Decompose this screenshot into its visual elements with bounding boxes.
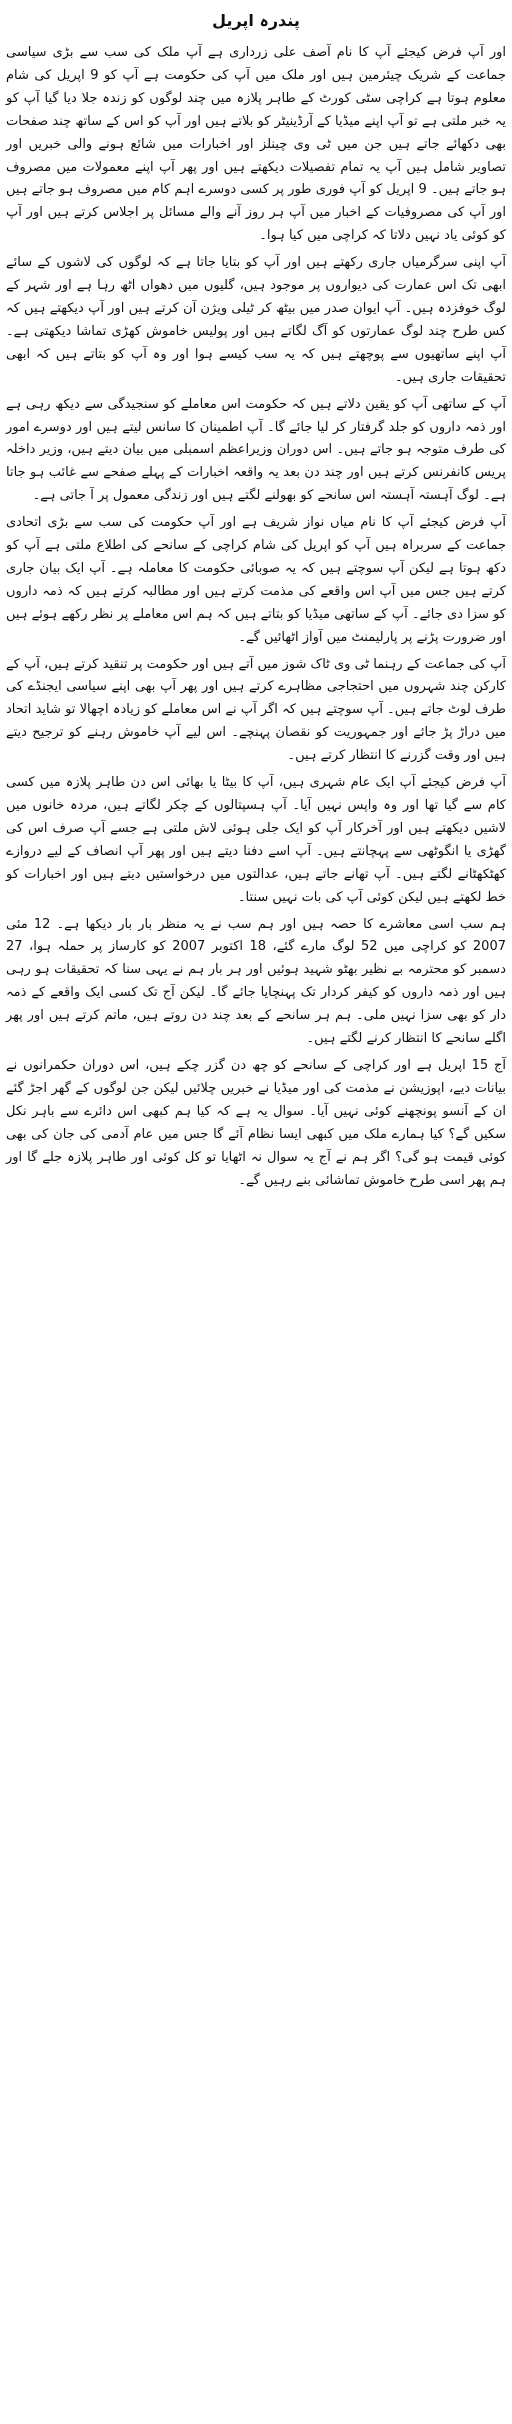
column-paragraph: آپ فرض کیجئے آپ ایک عام شہری ہیں، آپ کا بیٹا یا بھائی اس دن طاہر پلازہ میں کسی کام سے گیا تھا اور وہ واپس نہیں آیا۔ آپ ہسپتالوں کے چکر لگاتے ہیں، مردہ خانوں میں لاشیں دیکھتے ہیں اور آخرکار آپ کو ایک جلی ہوئی لاش ملتی ہے جسے آپ صرف اس کی گھڑی یا انگوٹھی سے پہچانتے ہیں۔ آپ اسے دفنا دیتے ہیں اور پھر آپ انصاف کے لیے دروازے کھٹکھٹانے لگتے ہیں۔ آپ تھانے جاتے ہیں، عدالتوں میں درخواستیں دیتے ہیں اور اخبارات کو خط لکھتے ہیں لیکن کوئی آپ کی بات نہیں سنتا۔ [6, 775, 506, 905]
column-paragraph: ہم سب اسی معاشرے کا حصہ ہیں اور ہم سب نے یہ منظر بار بار دیکھا ہے۔ 12 مئی 2007 کو کراچی میں 52 لوگ مارے گئے، 18 اکتوبر 2007 کو کارساز پر حملہ ہوا، 27 دسمبر کو محترمہ بے نظیر بھٹو شہید ہوئیں اور ہر بار ہم نے یہی سنا کہ تحقیقات ہو رہی ہیں اور ذمہ داروں کو کیفر کردار تک پہنچایا جائے گا۔ لیکن آج تک کسی ایک واقعے کے ذمہ دار کو بھی سزا نہیں ملی۔ ہم ہر سانحے کے بعد چند دن روتے ہیں، ماتم کرتے ہیں اور پھر اگلے سانحے کا انتظار کرنے لگتے ہیں۔ [6, 916, 506, 1047]
column-headline: پندرہ اپریل [212, 11, 300, 30]
column-body [6, 42, 506, 1192]
column-paragraph: آپ کے ساتھی آپ کو یقین دلاتے ہیں کہ حکومت اس معاملے کو سنجیدگی سے دیکھ رہی ہے اور ذمہ داروں کو جلد گرفتار کر لیا جائے گا۔ آپ اطمینان کا سانس لیتے ہیں اور دوسرے امور کی طرف متوجہ ہو جاتے ہیں۔ اس دوران وزیراعظم اسمبلی میں بیان دیتے ہیں، وزیر داخلہ پریس کانفرنس کرتے ہیں اور چند دن بعد یہ واقعہ اخبارات کے پہلے صفحے سے غائب ہو جاتا ہے۔ لوگ آہستہ آہستہ اس سانحے کو بھولنے لگتے ہیں اور زندگی معمول پر آ جاتی ہے۔ [6, 396, 506, 504]
column-paragraph: آج 15 اپریل ہے اور کراچی کے سانحے کو چھ دن گزر چکے ہیں، اس دوران حکمرانوں نے بیانات دیے، اپوزیشن نے مذمت کی اور میڈیا نے خبریں چلائیں لیکن جن لوگوں کے گھر اجڑ گئے ان کے آنسو پونچھنے کوئی نہیں آیا۔ سوال یہ ہے کہ کیا ہم کبھی اس دائرے سے باہر نکل سکیں گے؟ کیا ہمارے ملک میں کبھی ایسا نظام آئے گا جس میں عام آدمی کی جان کی بھی کوئی قیمت ہو گی؟ اگر ہم نے آج یہ سوال نہ اٹھایا تو کل کوئی اور طاہر پلازہ جلے گا اور ہم پھر اسی طرح خاموش تماشائی بنے رہیں گے۔ [6, 1057, 507, 1188]
column-paragraph: آپ کی جماعت کے رہنما ٹی وی ٹاک شوز میں آتے ہیں اور حکومت پر تنقید کرتے ہیں، آپ کے کارکن چند شہروں میں احتجاجی مظاہرے کرتے ہیں اور پھر آپ بھی اپنے سیاسی ایجنڈے کی طرف لوٹ جاتے ہیں۔ آپ سوچتے ہیں کہ اگر آپ نے اس معاملے کو زیادہ اچھالا تو شاید اتحاد میں دراڑ پڑ جائے اور جمہوریت کو نقصان پہنچے۔ اس لیے آپ خاموش رہنے کو ترجیح دیتے ہیں اور وقت گزرنے کا انتظار کرتے ہیں۔ [6, 656, 506, 764]
column-paragraph: آپ اپنی سرگرمیاں جاری رکھتے ہیں اور آپ کو بتایا جاتا ہے کہ لوگوں کی لاشوں کے سائے ابھی تک اس عمارت کی دیواروں پر موجود ہیں، گلیوں میں دھواں اٹھ رہا ہے اور شہر کے لوگ خوفزدہ ہیں۔ آپ ایوان صدر میں بیٹھ کر ٹیلی ویژن آن کرتے ہیں اور آپ دیکھتے ہیں کہ کس طرح چند لوگ عمارتوں کو آگ لگاتے ہیں اور پولیس خاموش کھڑی تماشا دیکھتی ہے۔ آپ اپنے ساتھیوں سے پوچھتے ہیں کہ یہ سب کیسے ہوا اور وہ آپ کو بتاتے ہیں کہ ابھی تحقیقات جاری ہیں۔ [6, 255, 506, 385]
column-paragraph: اور آپ فرض کیجئے آپ کا نام آصف علی زرداری ہے آپ ملک کی سب سے بڑی سیاسی جماعت کے شریک چیئرمین ہیں اور ملک میں آپ کی حکومت ہے آپ کو 9 اپریل کی شام معلوم ہوتا ہے کراچی سٹی کورٹ کے طاہر پلازہ میں چند لوگوں کو زندہ جلا دیا گیا آپ کو یہ خبر ملتی ہے تو آپ اپنے میڈیا کے آرڈینیٹر کو بلاتے ہیں اور آپ کو اس کے ساتھ چند صفحات بھی دکھائے جاتے ہیں جن میں ٹی وی چینلز اور اخبارات میں شائع ہونے والی خبریں اور تصاویر شامل ہیں آپ یہ تمام تفصیلات دیکھتے ہیں اور پھر آپ اپنے معمولات میں مصروف ہو جاتے ہیں۔ 9 اپریل کو آپ فوری طور پر کسی دوسرے اہم کام میں مصروف ہو جاتے ہیں اور آپ کی مصروفیات کے اخبار میں آپ ہر روز آنے والے مسائل پر اجلاس کرتے ہیں اور آپ کو کوئی یاد نہیں دلاتا کہ کراچی میں کیا ہوا۔ [6, 45, 506, 244]
column-paragraph: آپ فرض کیجئے آپ کا نام میاں نواز شریف ہے اور آپ حکومت کی سب سے بڑی اتحادی جماعت کے سربراہ ہیں آپ کو اپریل کی شام کراچی کے سانحے کی اطلاع ملتی ہے آپ کو دکھ ہوتا ہے لیکن آپ سوچتے ہیں کہ یہ صوبائی حکومت کا معاملہ ہے۔ آپ ایک بیان جاری کرتے ہیں جس میں آپ اس واقعے کی مذمت کرتے ہیں اور مطالبہ کرتے ہیں کہ ذمہ داروں کو سزا دی جائے۔ آپ کے ساتھی میڈیا کو بتاتے ہیں کہ ہم اس معاملے پر نظر رکھے ہوئے ہیں اور ضرورت پڑنے پر پارلیمنٹ میں آواز اٹھائیں گے۔ [6, 515, 506, 645]
